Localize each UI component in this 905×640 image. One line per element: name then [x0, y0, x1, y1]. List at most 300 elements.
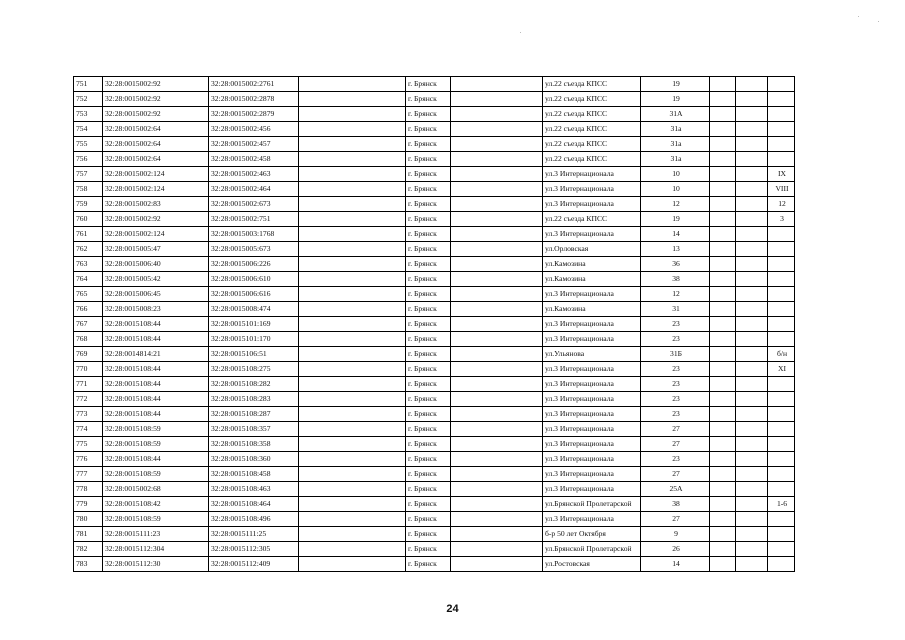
premises-number-cell	[768, 287, 795, 302]
row-number-cell: 765	[74, 287, 103, 302]
cadastral-object-cell: 32:28:0015111:25	[209, 527, 299, 542]
house-number-cell: 27	[641, 422, 710, 437]
cadastral-object-cell: 32:28:0015112:409	[209, 557, 299, 572]
empty-cell	[299, 272, 406, 287]
premises-number-cell: б/н	[768, 347, 795, 362]
street-cell: ул.3 Интернационала	[543, 467, 641, 482]
cadastral-object-cell: 32:28:0015002:673	[209, 197, 299, 212]
empty-cell	[451, 317, 543, 332]
premises-number-cell	[768, 227, 795, 242]
empty-cell	[451, 152, 543, 167]
cadastral-block-cell: 32:28:0015108:44	[103, 377, 209, 392]
empty-cell	[736, 107, 768, 122]
row-number-cell: 759	[74, 197, 103, 212]
street-cell: ул.22 съезда КПСС	[543, 77, 641, 92]
empty-cell	[736, 512, 768, 527]
empty-cell	[710, 152, 736, 167]
table-row	[74, 542, 795, 557]
empty-cell	[451, 302, 543, 317]
empty-cell	[299, 542, 406, 557]
cadastral-block-cell: 32:28:0015108:44	[103, 332, 209, 347]
table-row	[74, 182, 795, 197]
premises-number-cell: IX	[768, 167, 795, 182]
house-number-cell: 38	[641, 272, 710, 287]
cadastral-object-cell: 32:28:0015108:275	[209, 362, 299, 377]
street-cell: ул.Камозина	[543, 257, 641, 272]
empty-cell	[299, 467, 406, 482]
empty-cell	[736, 422, 768, 437]
cadastral-object-cell: 32:28:0015108:458	[209, 467, 299, 482]
row-number-cell: 777	[74, 467, 103, 482]
street-cell: ул.Камозина	[543, 272, 641, 287]
premises-number-cell	[768, 377, 795, 392]
row-number-cell: 768	[74, 332, 103, 347]
street-cell: ул.3 Интернационала	[543, 452, 641, 467]
premises-number-cell	[768, 452, 795, 467]
street-cell: ул.Камозина	[543, 302, 641, 317]
empty-cell	[710, 287, 736, 302]
city-cell: г. Брянск	[406, 527, 451, 542]
empty-cell	[451, 77, 543, 92]
house-number-cell: 12	[641, 287, 710, 302]
row-number-cell: 780	[74, 512, 103, 527]
empty-cell	[451, 257, 543, 272]
empty-cell	[299, 377, 406, 392]
page-number: 24	[446, 603, 459, 615]
cadastral-object-cell: 32:28:0015106:51	[209, 347, 299, 362]
empty-cell	[299, 407, 406, 422]
empty-cell	[299, 392, 406, 407]
empty-cell	[710, 437, 736, 452]
row-number-cell: 770	[74, 362, 103, 377]
empty-cell	[451, 437, 543, 452]
city-cell: г. Брянск	[406, 362, 451, 377]
city-cell: г. Брянск	[406, 287, 451, 302]
house-number-cell: 23	[641, 452, 710, 467]
street-cell: ул.22 съезда КПСС	[543, 92, 641, 107]
cadastral-block-cell: 32:28:0015108:44	[103, 317, 209, 332]
row-number-cell: 776	[74, 452, 103, 467]
cadastral-object-cell: 32:28:0015108:357	[209, 422, 299, 437]
empty-cell	[736, 497, 768, 512]
house-number-cell: 12	[641, 197, 710, 212]
empty-cell	[710, 452, 736, 467]
empty-cell	[451, 497, 543, 512]
house-number-cell: 19	[641, 92, 710, 107]
city-cell: г. Брянск	[406, 272, 451, 287]
table-row	[74, 362, 795, 377]
cadastral-block-cell: 32:28:0015002:124	[103, 182, 209, 197]
table-row	[74, 212, 795, 227]
empty-cell	[736, 227, 768, 242]
empty-cell	[299, 227, 406, 242]
city-cell: г. Брянск	[406, 182, 451, 197]
empty-cell	[736, 137, 768, 152]
table-row	[74, 167, 795, 182]
empty-cell	[299, 302, 406, 317]
cadastral-object-cell: 32:28:0015006:610	[209, 272, 299, 287]
cadastral-object-cell: 32:28:0015002:2878	[209, 92, 299, 107]
row-number-cell: 779	[74, 497, 103, 512]
empty-cell	[299, 77, 406, 92]
row-number-cell: 764	[74, 272, 103, 287]
scan-speck	[858, 16, 859, 17]
empty-cell	[299, 437, 406, 452]
table-row	[74, 257, 795, 272]
table-row	[74, 302, 795, 317]
house-number-cell: 31а	[641, 122, 710, 137]
empty-cell	[299, 497, 406, 512]
empty-cell	[736, 152, 768, 167]
empty-cell	[710, 77, 736, 92]
empty-cell	[710, 137, 736, 152]
cadastral-block-cell: 32:28:0015108:59	[103, 512, 209, 527]
house-number-cell: 23	[641, 362, 710, 377]
premises-number-cell	[768, 512, 795, 527]
empty-cell	[710, 362, 736, 377]
city-cell: г. Брянск	[406, 77, 451, 92]
premises-number-cell	[768, 557, 795, 572]
house-number-cell: 19	[641, 77, 710, 92]
premises-number-cell	[768, 302, 795, 317]
city-cell: г. Брянск	[406, 152, 451, 167]
empty-cell	[451, 407, 543, 422]
cadastral-block-cell: 32:28:0015002:68	[103, 482, 209, 497]
city-cell: г. Брянск	[406, 332, 451, 347]
city-cell: г. Брянск	[406, 107, 451, 122]
empty-cell	[710, 197, 736, 212]
row-number-cell: 754	[74, 122, 103, 137]
cadastral-block-cell: 32:28:0015006:45	[103, 287, 209, 302]
premises-number-cell: 12	[768, 197, 795, 212]
street-cell: ул.3 Интернационала	[543, 482, 641, 497]
table-row	[74, 197, 795, 212]
table-row	[74, 377, 795, 392]
empty-cell	[451, 197, 543, 212]
city-cell: г. Брянск	[406, 407, 451, 422]
table-row	[74, 152, 795, 167]
empty-cell	[451, 452, 543, 467]
house-number-cell: 27	[641, 437, 710, 452]
row-number-cell: 752	[74, 92, 103, 107]
empty-cell	[736, 182, 768, 197]
house-number-cell: 23	[641, 332, 710, 347]
row-number-cell: 771	[74, 377, 103, 392]
empty-cell	[736, 167, 768, 182]
row-number-cell: 755	[74, 137, 103, 152]
table-row	[74, 557, 795, 572]
empty-cell	[299, 317, 406, 332]
street-cell: ул.3 Интернационала	[543, 362, 641, 377]
cadastral-object-cell: 32:28:0015002:751	[209, 212, 299, 227]
table-row	[74, 527, 795, 542]
cadastral-block-cell: 32:28:0015108:59	[103, 467, 209, 482]
cadastral-object-cell: 32:28:0015005:673	[209, 242, 299, 257]
empty-cell	[736, 482, 768, 497]
cadastral-object-cell: 32:28:0015006:616	[209, 287, 299, 302]
house-number-cell: 19	[641, 212, 710, 227]
cadastral-object-cell: 32:28:0015108:283	[209, 392, 299, 407]
city-cell: г. Брянск	[406, 497, 451, 512]
empty-cell	[451, 527, 543, 542]
street-cell: ул.Брянской Пролетарской	[543, 497, 641, 512]
table-row	[74, 452, 795, 467]
empty-cell	[710, 332, 736, 347]
cadastral-block-cell: 32:28:0015008:23	[103, 302, 209, 317]
cadastral-block-cell: 32:28:0015108:59	[103, 437, 209, 452]
table-row	[74, 122, 795, 137]
city-cell: г. Брянск	[406, 197, 451, 212]
empty-cell	[710, 497, 736, 512]
city-cell: г. Брянск	[406, 392, 451, 407]
cadastral-object-cell: 32:28:0015002:2761	[209, 77, 299, 92]
table-row	[74, 497, 795, 512]
empty-cell	[451, 212, 543, 227]
city-cell: г. Брянск	[406, 257, 451, 272]
city-cell: г. Брянск	[406, 557, 451, 572]
empty-cell	[299, 107, 406, 122]
empty-cell	[299, 242, 406, 257]
house-number-cell: 31а	[641, 137, 710, 152]
empty-cell	[299, 137, 406, 152]
house-number-cell: 14	[641, 557, 710, 572]
street-cell: ул.Ульянова	[543, 347, 641, 362]
empty-cell	[451, 542, 543, 557]
empty-cell	[736, 347, 768, 362]
cadastral-object-cell: 32:28:0015003:1768	[209, 227, 299, 242]
empty-cell	[736, 362, 768, 377]
empty-cell	[299, 362, 406, 377]
premises-number-cell	[768, 317, 795, 332]
premises-number-cell	[768, 407, 795, 422]
cadastral-object-cell: 32:28:0015008:474	[209, 302, 299, 317]
row-number-cell: 781	[74, 527, 103, 542]
empty-cell	[710, 527, 736, 542]
house-number-cell: 31А	[641, 107, 710, 122]
empty-cell	[710, 347, 736, 362]
empty-cell	[299, 347, 406, 362]
street-cell: ул.22 съезда КПСС	[543, 122, 641, 137]
table-row	[74, 392, 795, 407]
row-number-cell: 756	[74, 152, 103, 167]
street-cell: ул.22 съезда КПСС	[543, 137, 641, 152]
empty-cell	[451, 467, 543, 482]
empty-cell	[451, 182, 543, 197]
empty-cell	[736, 212, 768, 227]
cadastral-block-cell: 32:28:0015002:92	[103, 107, 209, 122]
cadastral-block-cell: 32:28:0015111:23	[103, 527, 209, 542]
cadastral-block-cell: 32:28:0015002:92	[103, 92, 209, 107]
street-cell: ул.3 Интернационала	[543, 167, 641, 182]
empty-cell	[299, 527, 406, 542]
empty-cell	[736, 317, 768, 332]
cadastral-block-cell: 32:28:0015108:59	[103, 422, 209, 437]
empty-cell	[451, 107, 543, 122]
premises-number-cell	[768, 122, 795, 137]
scan-speck	[520, 32, 521, 33]
city-cell: г. Брянск	[406, 347, 451, 362]
empty-cell	[299, 197, 406, 212]
premises-number-cell	[768, 437, 795, 452]
table-row	[74, 137, 795, 152]
city-cell: г. Брянск	[406, 422, 451, 437]
street-cell: ул.3 Интернационала	[543, 407, 641, 422]
table-row	[74, 77, 795, 92]
street-cell: ул.22 съезда КПСС	[543, 212, 641, 227]
empty-cell	[299, 332, 406, 347]
row-number-cell: 760	[74, 212, 103, 227]
row-number-cell: 782	[74, 542, 103, 557]
empty-cell	[451, 362, 543, 377]
row-number-cell: 757	[74, 167, 103, 182]
row-number-cell: 753	[74, 107, 103, 122]
city-cell: г. Брянск	[406, 467, 451, 482]
cadastral-object-cell: 32:28:0015108:463	[209, 482, 299, 497]
empty-cell	[299, 182, 406, 197]
empty-cell	[736, 527, 768, 542]
house-number-cell: 13	[641, 242, 710, 257]
cadastral-object-cell: 32:28:0015108:360	[209, 452, 299, 467]
empty-cell	[710, 242, 736, 257]
cadastral-object-cell: 32:28:0015002:463	[209, 167, 299, 182]
city-cell: г. Брянск	[406, 302, 451, 317]
row-number-cell: 758	[74, 182, 103, 197]
premises-number-cell	[768, 107, 795, 122]
row-number-cell: 774	[74, 422, 103, 437]
house-number-cell: 36	[641, 257, 710, 272]
street-cell: ул.3 Интернационала	[543, 377, 641, 392]
empty-cell	[736, 122, 768, 137]
premises-number-cell	[768, 422, 795, 437]
empty-cell	[736, 392, 768, 407]
cadastral-block-cell: 32:28:0015108:44	[103, 407, 209, 422]
empty-cell	[299, 482, 406, 497]
cadastral-block-cell: 32:28:0015002:124	[103, 167, 209, 182]
row-number-cell: 766	[74, 302, 103, 317]
cadastral-block-cell: 32:28:0015005:42	[103, 272, 209, 287]
city-cell: г. Брянск	[406, 92, 451, 107]
cadastral-block-cell: 32:28:0015002:83	[103, 197, 209, 212]
empty-cell	[736, 77, 768, 92]
cadastral-block-cell: 32:28:0015002:64	[103, 122, 209, 137]
street-cell: ул.22 съезда КПСС	[543, 107, 641, 122]
city-cell: г. Брянск	[406, 542, 451, 557]
row-number-cell: 751	[74, 77, 103, 92]
cadastral-block-cell: 32:28:0014814:21	[103, 347, 209, 362]
row-number-cell: 773	[74, 407, 103, 422]
row-number-cell: 767	[74, 317, 103, 332]
empty-cell	[736, 407, 768, 422]
empty-cell	[299, 452, 406, 467]
table-row	[74, 437, 795, 452]
premises-number-cell	[768, 527, 795, 542]
empty-cell	[736, 287, 768, 302]
cadastral-object-cell: 32:28:0015002:464	[209, 182, 299, 197]
empty-cell	[299, 257, 406, 272]
empty-cell	[299, 167, 406, 182]
row-number-cell: 775	[74, 437, 103, 452]
empty-cell	[451, 512, 543, 527]
cadastral-block-cell: 32:28:0015108:42	[103, 497, 209, 512]
table-row	[74, 242, 795, 257]
city-cell: г. Брянск	[406, 227, 451, 242]
cadastral-object-cell: 32:28:0015108:282	[209, 377, 299, 392]
street-cell: ул.3 Интернационала	[543, 422, 641, 437]
row-number-cell: 762	[74, 242, 103, 257]
empty-cell	[710, 122, 736, 137]
cadastral-block-cell: 32:28:0015112:30	[103, 557, 209, 572]
street-cell: ул.22 съезда КПСС	[543, 152, 641, 167]
cadastral-block-cell: 32:28:0015108:44	[103, 392, 209, 407]
empty-cell	[451, 167, 543, 182]
table-row	[74, 467, 795, 482]
cadastral-object-cell: 32:28:0015101:169	[209, 317, 299, 332]
empty-cell	[736, 542, 768, 557]
street-cell: ул.Орловская	[543, 242, 641, 257]
empty-cell	[710, 482, 736, 497]
city-cell: г. Брянск	[406, 437, 451, 452]
city-cell: г. Брянск	[406, 377, 451, 392]
cadastral-block-cell: 32:28:0015005:47	[103, 242, 209, 257]
table-row	[74, 347, 795, 362]
empty-cell	[710, 422, 736, 437]
cadastral-object-cell: 32:28:0015002:2879	[209, 107, 299, 122]
house-number-cell: 26	[641, 542, 710, 557]
street-cell: ул.3 Интернационала	[543, 287, 641, 302]
cadastral-object-cell: 32:28:0015002:456	[209, 122, 299, 137]
empty-cell	[710, 167, 736, 182]
cadastral-block-cell: 32:28:0015108:44	[103, 452, 209, 467]
house-number-cell: 27	[641, 512, 710, 527]
empty-cell	[710, 212, 736, 227]
row-number-cell: 769	[74, 347, 103, 362]
table-row	[74, 512, 795, 527]
street-cell: ул.Брянской Пролетарской	[543, 542, 641, 557]
house-number-cell: 23	[641, 377, 710, 392]
premises-number-cell	[768, 137, 795, 152]
empty-cell	[451, 557, 543, 572]
empty-cell	[710, 317, 736, 332]
empty-cell	[736, 272, 768, 287]
row-number-cell: 783	[74, 557, 103, 572]
table-row	[74, 287, 795, 302]
table-row	[74, 422, 795, 437]
empty-cell	[451, 227, 543, 242]
house-number-cell: 23	[641, 392, 710, 407]
premises-number-cell: 3	[768, 212, 795, 227]
empty-cell	[299, 92, 406, 107]
house-number-cell: 14	[641, 227, 710, 242]
street-cell: ул.3 Интернационала	[543, 437, 641, 452]
empty-cell	[710, 227, 736, 242]
table-row	[74, 92, 795, 107]
empty-cell	[736, 467, 768, 482]
empty-cell	[451, 272, 543, 287]
cadastral-object-cell: 32:28:0015108:358	[209, 437, 299, 452]
row-number-cell: 763	[74, 257, 103, 272]
empty-cell	[299, 152, 406, 167]
city-cell: г. Брянск	[406, 482, 451, 497]
street-cell: ул.3 Интернационала	[543, 332, 641, 347]
empty-cell	[451, 242, 543, 257]
city-cell: г. Брянск	[406, 242, 451, 257]
registry-table-body	[74, 77, 795, 572]
empty-cell	[451, 92, 543, 107]
empty-cell	[736, 437, 768, 452]
empty-cell	[736, 92, 768, 107]
premises-number-cell	[768, 257, 795, 272]
city-cell: г. Брянск	[406, 212, 451, 227]
